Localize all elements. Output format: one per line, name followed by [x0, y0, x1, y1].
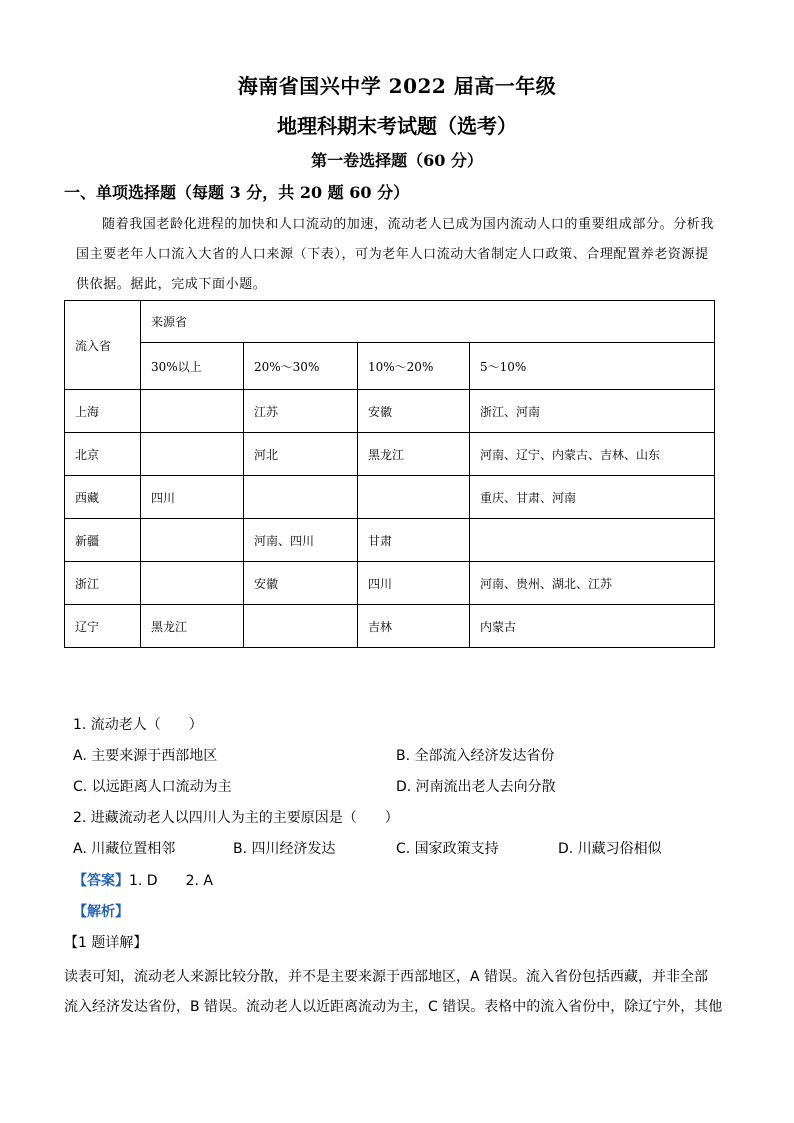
table-row — [65, 390, 715, 433]
table-cell — [141, 433, 244, 476]
table-cell — [358, 476, 470, 519]
table-cell — [470, 519, 715, 562]
table-cell — [244, 605, 358, 648]
question-2-stem: 2. 进藏流动老人以四川人为主的主要原因是（ ） — [73, 810, 399, 826]
analysis-line: 流入经济发达省份，B 错误。流动老人以近距离流动为主，C 错误。表格中的流入省份中，除辽宁外，其他 — [64, 999, 723, 1015]
table-cell: 河北 — [244, 433, 358, 476]
section-heading: 一、单项选择题（每题 3 分，共 20 题 60 分） — [64, 183, 410, 202]
answer-text: 1. D 2. A — [129, 873, 213, 889]
table-cell: 新疆 — [65, 519, 141, 562]
question-2-option-b: B. 四川经济发达 — [233, 841, 336, 857]
detail-heading: 【1 题详解】 — [64, 935, 148, 951]
table-cell: 内蒙古 — [470, 605, 715, 648]
answer-label: 【答案】 — [73, 873, 129, 889]
analysis-paragraph — [64, 962, 724, 1022]
source-province-table — [64, 300, 715, 648]
intro-passage — [76, 210, 718, 300]
table-cell — [141, 390, 244, 433]
table-group-header: 来源省 — [141, 301, 715, 343]
table-cell: 四川 — [358, 562, 470, 605]
table-cell — [244, 476, 358, 519]
table-row — [65, 519, 715, 562]
table-column-header: 5～10% — [470, 343, 715, 390]
table-row-header: 流入省 — [65, 301, 141, 390]
intro-text: 随着我国老龄化进程的加快和人口流动的加速，流动老人已成为国内流动人口的重要组成部分。分析我国主要老年人口流入大省的人口来源（下表），可为老年人口流动大省制定人口政策、合理配置养老资源提供依据。据此，完成下面小题。 — [76, 217, 715, 292]
table-column-header: 20%～30% — [244, 343, 358, 390]
question-2-option-d: D. 川藏习俗相似 — [558, 841, 662, 857]
analysis-line: 读表可知，流动老人来源比较分散，并不是主要来源于西部地区，A 错误。流入省份包括西藏，并非全部 — [64, 969, 709, 985]
table-row — [65, 562, 715, 605]
exam-title: 海南省国兴中学 2022 届高一年级 — [237, 74, 557, 98]
table-cell: 西藏 — [65, 476, 141, 519]
question-1-stem: 1. 流动老人（ ） — [73, 717, 203, 733]
table-cell: 河南、贵州、湖北、江苏 — [470, 562, 715, 605]
table-cell: 辽宁 — [65, 605, 141, 648]
table-cell — [141, 562, 244, 605]
table-column-header: 30%以上 — [141, 343, 244, 390]
table-cell: 吉林 — [358, 605, 470, 648]
table-cell: 黑龙江 — [141, 605, 244, 648]
table-row — [65, 476, 715, 519]
question-1-option-b: B. 全部流入经济发达省份 — [396, 748, 555, 764]
analysis-label: 【解析】 — [73, 904, 129, 920]
question-1-option-c: C. 以远距离人口流动为主 — [73, 779, 232, 795]
table-column-header: 10%～20% — [358, 343, 470, 390]
table-cell: 河南、四川 — [244, 519, 358, 562]
table-row — [65, 605, 715, 648]
table-cell: 河南、辽宁、内蒙古、吉林、山东 — [470, 433, 715, 476]
table-cell: 浙江 — [65, 562, 141, 605]
analysis-label-line — [73, 901, 129, 921]
table-cell: 安徽 — [358, 390, 470, 433]
table-cell: 江苏 — [244, 390, 358, 433]
table-cell: 黑龙江 — [358, 433, 470, 476]
table-cell: 安徽 — [244, 562, 358, 605]
table-cell — [141, 519, 244, 562]
exam-subtitle: 地理科期末考试题（选考） — [277, 114, 517, 138]
table-cell: 北京 — [65, 433, 141, 476]
table-cell: 四川 — [141, 476, 244, 519]
question-1-option-a: A. 主要来源于西部地区 — [73, 748, 218, 764]
table-cell: 甘肃 — [358, 519, 470, 562]
question-2-option-a: A. 川藏位置相邻 — [73, 841, 176, 857]
question-1-option-d: D. 河南流出老人去向分散 — [396, 779, 556, 795]
answer-line — [73, 870, 213, 890]
table-cell: 上海 — [65, 390, 141, 433]
question-2-option-c: C. 国家政策支持 — [396, 841, 499, 857]
table-cell: 重庆、甘肃、河南 — [470, 476, 715, 519]
part-heading: 第一卷选择题（60 分） — [311, 151, 483, 170]
table-cell: 浙江、河南 — [470, 390, 715, 433]
table-row — [65, 433, 715, 476]
